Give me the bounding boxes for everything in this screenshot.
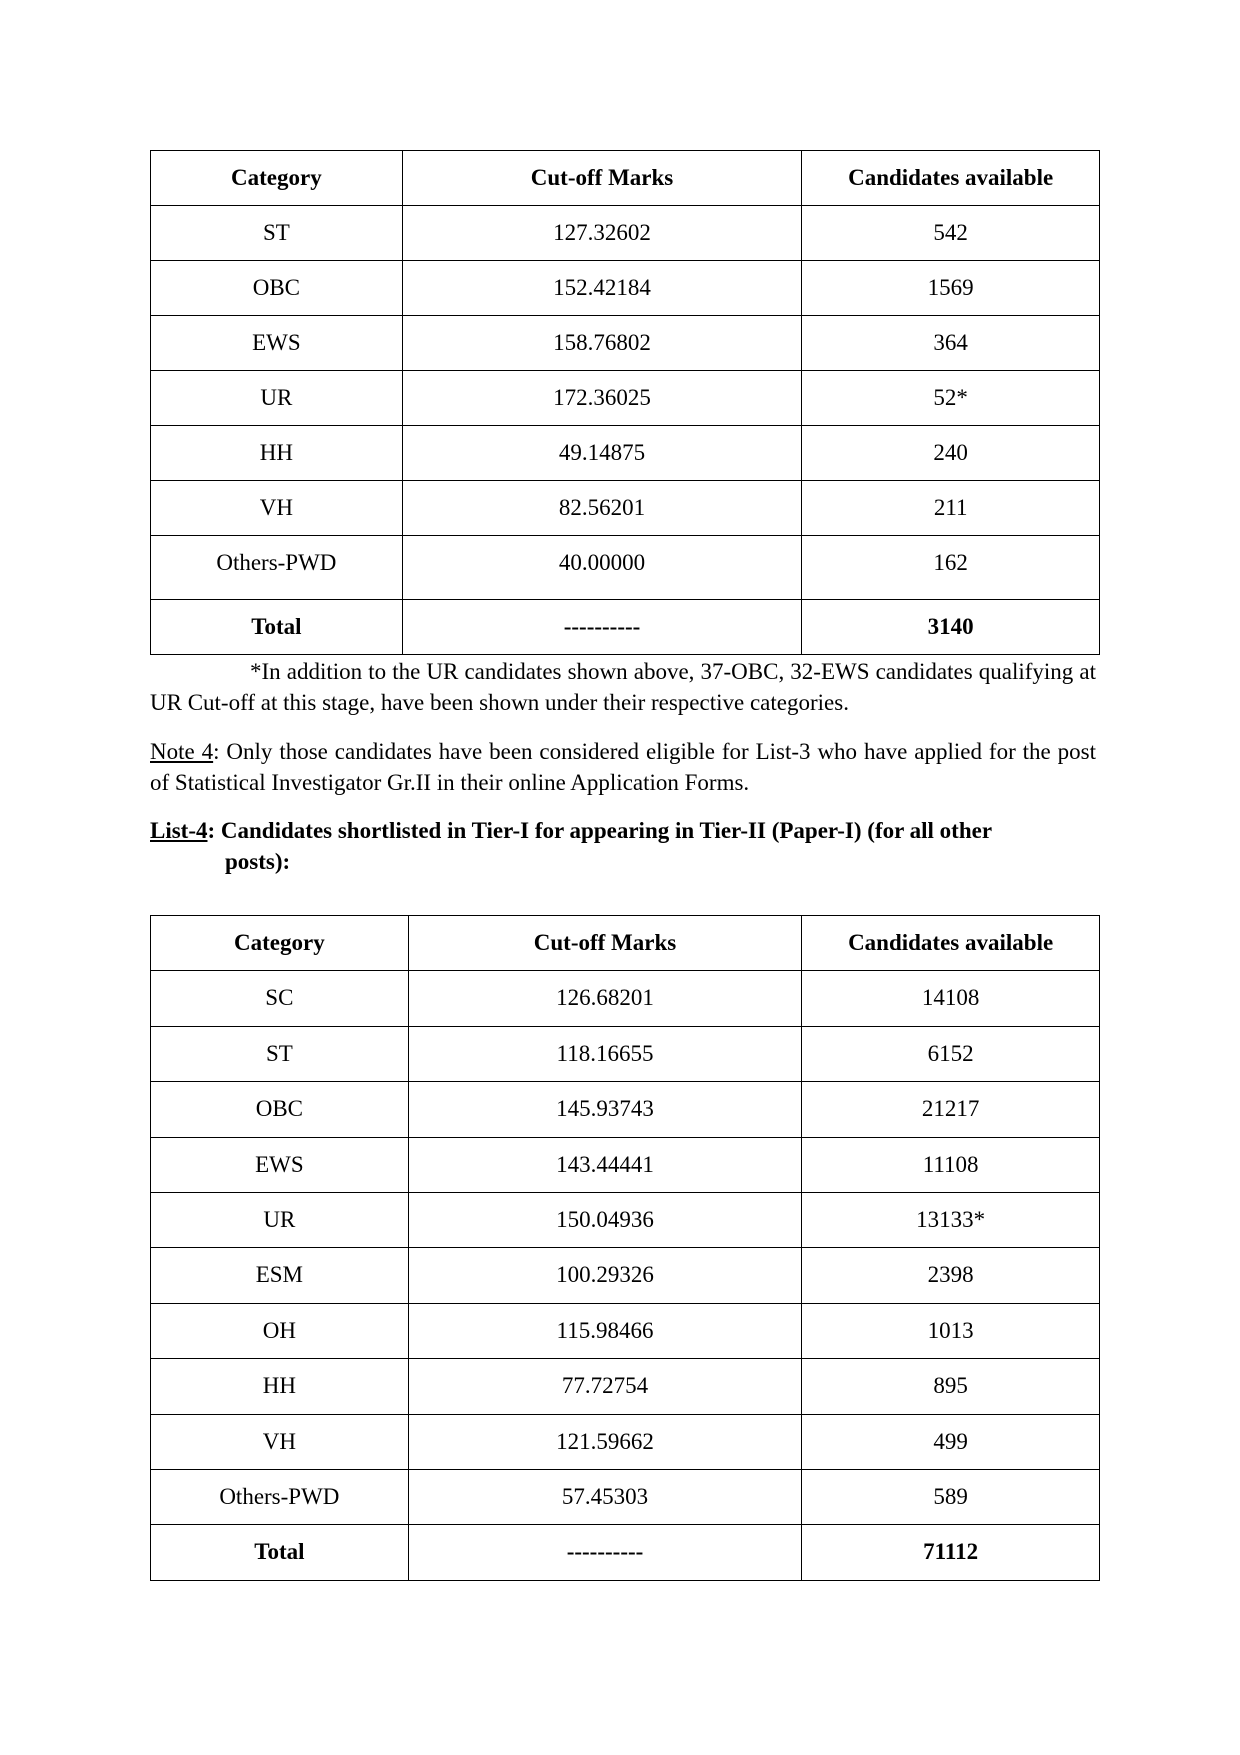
total-label: Total [151, 1525, 409, 1580]
table-row [151, 1082, 1100, 1137]
table-row [151, 1303, 1100, 1358]
cutoff-cell: 145.93743 [408, 1082, 802, 1137]
header-category: Category [151, 151, 403, 206]
cutoff-cell: 158.76802 [402, 316, 802, 371]
cutoff-cell: 126.68201 [408, 971, 802, 1026]
table-row [151, 261, 1100, 316]
candidates-cell: 13133* [802, 1192, 1100, 1247]
note-4-text: : Only those candidates have been considered eligible for List-3 who have applied for the post of Statistical Investigator Gr.II in their online Application Forms. [150, 739, 1096, 795]
category-cell: UR [151, 371, 403, 426]
table-row [151, 1359, 1100, 1414]
cutoff-table-list-4 [150, 915, 1100, 1581]
cutoff-table-list-3 [150, 150, 1100, 655]
table-total-row [151, 1525, 1100, 1580]
category-cell: VH [151, 1414, 409, 1469]
candidates-cell: 52* [802, 371, 1100, 426]
table-row [151, 426, 1100, 481]
total-cutoff-dash: ---------- [402, 600, 802, 655]
candidates-cell: 499 [802, 1414, 1100, 1469]
cutoff-cell: 143.44441 [408, 1137, 802, 1192]
header-cutoff-marks: Cut-off Marks [408, 916, 802, 971]
table-header-row [151, 151, 1100, 206]
category-cell: OBC [151, 261, 403, 316]
table-header-row [151, 916, 1100, 971]
header-candidates-available: Candidates available [802, 916, 1100, 971]
table-row [151, 536, 1100, 600]
category-cell: OH [151, 1303, 409, 1358]
note-4-label: Note 4 [150, 739, 214, 764]
candidates-cell: 2398 [802, 1248, 1100, 1303]
table-row [151, 316, 1100, 371]
candidates-cell: 1013 [802, 1303, 1100, 1358]
cutoff-cell: 40.00000 [402, 536, 802, 600]
category-cell: VH [151, 481, 403, 536]
total-candidates: 71112 [802, 1525, 1100, 1580]
candidates-cell: 589 [802, 1469, 1100, 1524]
table-row [151, 1248, 1100, 1303]
cutoff-cell: 115.98466 [408, 1303, 802, 1358]
category-cell: ST [151, 1026, 409, 1081]
total-candidates: 3140 [802, 600, 1100, 655]
cutoff-cell: 49.14875 [402, 426, 802, 481]
cutoff-cell: 172.36025 [402, 371, 802, 426]
candidates-cell: 1569 [802, 261, 1100, 316]
table-row [151, 1026, 1100, 1081]
category-cell: OBC [151, 1082, 409, 1137]
category-cell: ESM [151, 1248, 409, 1303]
candidates-cell: 162 [802, 536, 1100, 600]
header-candidates-available: Candidates available [802, 151, 1100, 206]
list-4-text-line1: : Candidates shortlisted in Tier-I for appearing in Tier-II (Paper-I) (for all other [207, 818, 993, 843]
category-cell: SC [151, 971, 409, 1026]
table-row [151, 1469, 1100, 1524]
category-cell: EWS [151, 1137, 409, 1192]
cutoff-cell: 100.29326 [408, 1248, 802, 1303]
cutoff-cell: 152.42184 [402, 261, 802, 316]
category-cell: Others-PWD [151, 536, 403, 600]
category-cell: HH [151, 1359, 409, 1414]
header-category: Category [151, 916, 409, 971]
total-label: Total [151, 600, 403, 655]
cutoff-cell: 127.32602 [402, 206, 802, 261]
candidates-cell: 364 [802, 316, 1100, 371]
category-cell: Others-PWD [151, 1469, 409, 1524]
candidates-cell: 895 [802, 1359, 1100, 1414]
candidates-cell: 211 [802, 481, 1100, 536]
header-cutoff-marks: Cut-off Marks [402, 151, 802, 206]
table-row [151, 1137, 1100, 1192]
table-total-row [151, 600, 1100, 655]
list-4-heading [150, 815, 1096, 877]
list-4-text-line2: posts): [225, 849, 291, 874]
table-row [151, 1414, 1100, 1469]
candidates-cell: 14108 [802, 971, 1100, 1026]
table-row [151, 206, 1100, 261]
cutoff-cell: 57.45303 [408, 1469, 802, 1524]
table-row [151, 1192, 1100, 1247]
candidates-cell: 6152 [802, 1026, 1100, 1081]
ur-footnote: *In addition to the UR candidates shown above, 37-OBC, 32-EWS candidates qualifying at UR Cut-off at this stage, have been shown under their respective categories. [150, 659, 1096, 715]
candidates-cell: 542 [802, 206, 1100, 261]
table-row [151, 371, 1100, 426]
table-row [151, 481, 1100, 536]
candidates-cell: 21217 [802, 1082, 1100, 1137]
table-row [151, 971, 1100, 1026]
category-cell: EWS [151, 316, 403, 371]
total-cutoff-dash: ---------- [408, 1525, 802, 1580]
candidates-cell: 11108 [802, 1137, 1100, 1192]
note-4 [150, 736, 1096, 798]
cutoff-cell: 77.72754 [408, 1359, 802, 1414]
cutoff-cell: 118.16655 [408, 1026, 802, 1081]
cutoff-cell: 82.56201 [402, 481, 802, 536]
category-cell: HH [151, 426, 403, 481]
cutoff-cell: 121.59662 [408, 1414, 802, 1469]
category-cell: ST [151, 206, 403, 261]
cutoff-cell: 150.04936 [408, 1192, 802, 1247]
category-cell: UR [151, 1192, 409, 1247]
candidates-cell: 240 [802, 426, 1100, 481]
list-4-label: List-4 [150, 818, 208, 843]
